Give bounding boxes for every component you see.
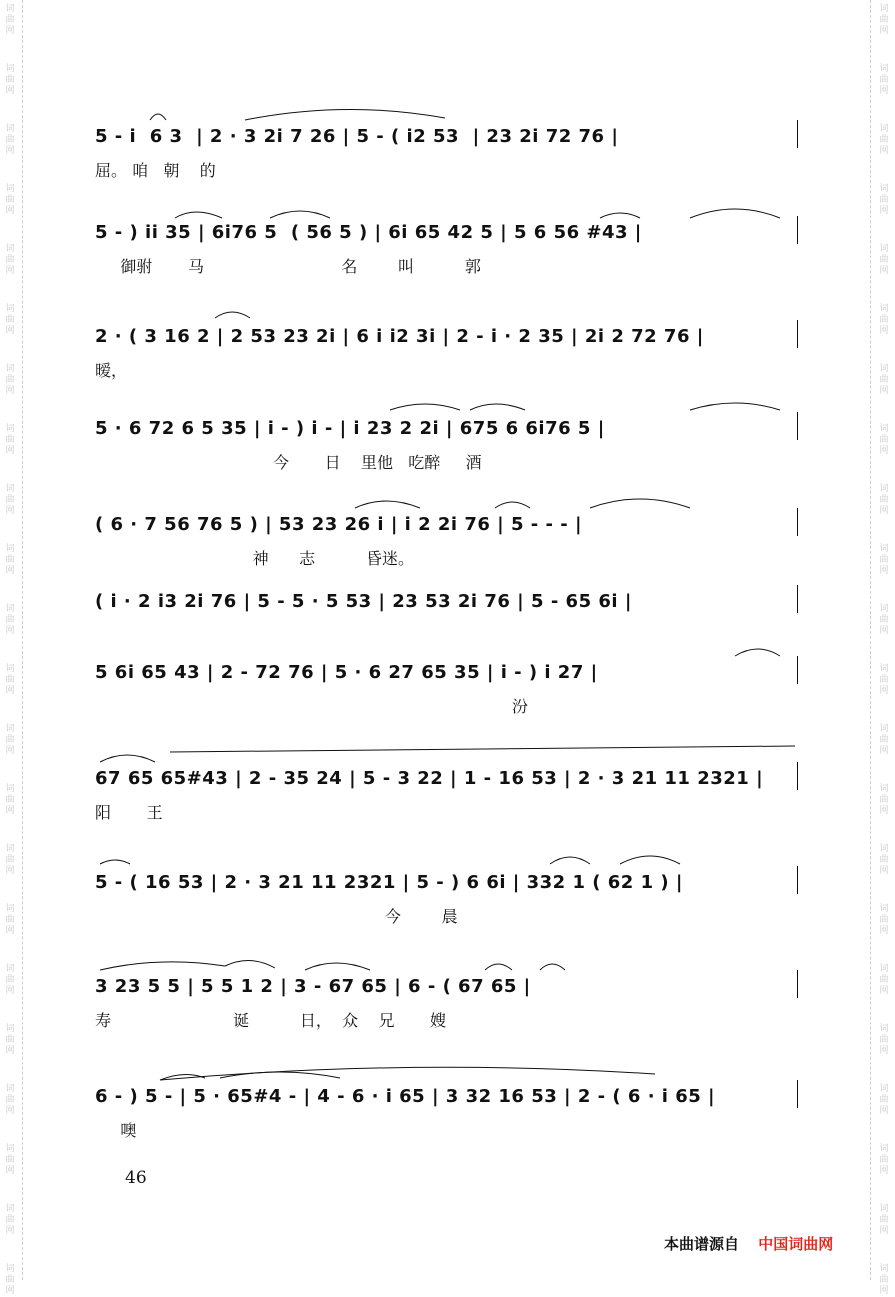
- slur-mark: [225, 960, 275, 968]
- lyric-line: 神 志 昏迷。: [95, 549, 415, 568]
- slur-mark: [470, 404, 525, 410]
- watermark-text: 词 曲 网: [5, 724, 15, 756]
- watermark-text: 词 曲 网: [879, 424, 889, 456]
- slur-mark: [735, 649, 780, 656]
- watermark-text: 词 曲 网: [879, 1024, 889, 1056]
- slur-mark: [390, 404, 460, 410]
- lyric-line: 今 晨: [95, 907, 458, 926]
- slur-mark: [600, 213, 640, 218]
- watermark-text: 词 曲 网: [879, 184, 889, 216]
- slur-mark: [100, 962, 225, 970]
- lyric-line: 阳 王: [95, 803, 163, 822]
- watermark-text: 词 曲 网: [5, 484, 15, 516]
- watermark-text: 词 曲 网: [879, 64, 889, 96]
- source-footer: [664, 1233, 833, 1254]
- notation-line: 67 65 65#43 | 2 - 35 24 | 5 - 3 22 | 1 - 16 53 | 2 · 3 21 11 2321 |: [95, 768, 764, 789]
- page-number: 46: [125, 1168, 147, 1188]
- watermark-text: 词 曲 网: [879, 544, 889, 576]
- watermark-text: 词 曲 网: [5, 304, 15, 336]
- notation-line: 3 23 5 5 | 5 5 1 2 | 3 - 67 65 | 6 - ( 67 65 |: [95, 976, 531, 997]
- watermark-text: 词 曲 网: [879, 1084, 889, 1116]
- watermark-text: 词 曲 网: [5, 1084, 15, 1116]
- watermark-text: 词 曲 网: [879, 964, 889, 996]
- watermark-text: 词 曲 网: [879, 1204, 889, 1236]
- lyric-line: 寿 诞 日， 众 兄 嫂: [95, 1011, 447, 1030]
- watermark-text: 词 曲 网: [879, 484, 889, 516]
- watermark-text: 词 曲 网: [879, 844, 889, 876]
- slur-mark: [690, 403, 780, 410]
- slur-mark: [100, 755, 155, 762]
- watermark-text: 词 曲 网: [5, 124, 15, 156]
- watermark-text: 词 曲 网: [5, 424, 15, 456]
- notation-line: ( i · 2 i3 2i 76 | 5 - 5 · 5 53 | 23 53 2i 76 | 5 - 65 6i |: [95, 591, 632, 612]
- lyric-line: 汾: [95, 697, 529, 716]
- watermark-text: 词 曲 网: [5, 544, 15, 576]
- slur-mark: [270, 211, 330, 218]
- watermark-text: 词 曲 网: [5, 244, 15, 276]
- notation-line: 2 · ( 3 16 2 | 2 53 23 2i | 6 i i2 3i | 2 - i · 2 35 | 2i 2 72 76 |: [95, 326, 704, 347]
- watermark-text: 词 曲 网: [5, 844, 15, 876]
- watermark-text: 词 曲 网: [5, 1264, 15, 1296]
- watermark-text: 词 曲 网: [879, 304, 889, 336]
- watermark-text: 词 曲 网: [5, 784, 15, 816]
- slur-mark: [160, 1067, 655, 1080]
- notation-line: 5 · 6 72 6 5 35 | i - ) i - | i 23 2 2i | 675 6 6i76 5 |: [95, 418, 605, 439]
- slur-mark: [540, 964, 565, 970]
- watermark-text: 词 曲 网: [5, 904, 15, 936]
- slur-mark: [215, 312, 250, 318]
- notation-line: 5 - ) ii 35 | 6i76 5 ( 56 5 ) | 6i 65 42 5 | 5 6 56 #43 |: [95, 222, 642, 243]
- notation-line: 5 - i 6 3 | 2 · 3 2i 7 26 | 5 - ( i2 53 | 23 2i 72 76 |: [95, 126, 619, 147]
- watermark-text: 词 曲 网: [5, 1024, 15, 1056]
- lyric-line: 屈。 咱 朝 的: [95, 161, 216, 180]
- slur-mark: [150, 114, 166, 120]
- slur-mark: [620, 856, 680, 864]
- slur-mark: [305, 963, 370, 970]
- slur-mark: [170, 746, 795, 752]
- watermark-text: 词 曲 网: [5, 964, 15, 996]
- site-name-link[interactable]: 中国词曲网: [758, 1235, 834, 1253]
- lyric-line: 暧，: [95, 361, 128, 380]
- slur-mark: [355, 501, 420, 508]
- slur-mark: [690, 209, 780, 218]
- watermark-text: 词 曲 网: [879, 1144, 889, 1176]
- slur-mark: [245, 109, 445, 120]
- slur-mark: [550, 857, 590, 864]
- watermark-text: 词 曲 网: [879, 4, 889, 36]
- lyric-line: 今 日 里他 吃醉 酒: [95, 453, 482, 472]
- slur-mark: [485, 964, 512, 970]
- watermark-text: 词 曲 网: [879, 244, 889, 276]
- watermark-text: 词 曲 网: [5, 364, 15, 396]
- lyric-line: 噢: [95, 1121, 137, 1140]
- notation-line: ( 6 · 7 56 76 5 ) | 53 23 26 i | i 2 2i 76 | 5 - - - |: [95, 514, 583, 535]
- watermark-text: 词 曲 网: [879, 604, 889, 636]
- slur-mark: [100, 860, 130, 864]
- watermark-text: 词 曲 网: [5, 1204, 15, 1236]
- watermark-text: 词 曲 网: [5, 1144, 15, 1176]
- notation-line: 5 6i 65 43 | 2 - 72 76 | 5 · 6 27 65 35 | i - ) i 27 |: [95, 662, 598, 683]
- source-label: 本曲谱源自: [664, 1235, 740, 1253]
- watermark-text: 词 曲 网: [5, 64, 15, 96]
- watermark-text: 词 曲 网: [879, 364, 889, 396]
- watermark-text: 词 曲 网: [5, 184, 15, 216]
- lyric-line: 御驸 马 名 叫 郭: [95, 257, 481, 276]
- notation-line: 5 - ( 16 53 | 2 · 3 21 11 2321 | 5 - ) 6 6i | 332 1 ( 62 1 ) |: [95, 872, 683, 893]
- watermark-text: 词 曲 网: [879, 124, 889, 156]
- watermark-text: 词 曲 网: [879, 724, 889, 756]
- watermark-text: 词 曲 网: [879, 664, 889, 696]
- watermark-text: 词 曲 网: [5, 664, 15, 696]
- slur-mark: [590, 499, 690, 508]
- watermark-text: 词 曲 网: [879, 904, 889, 936]
- notation-line: 6 - ) 5 - | 5 · 65#4 - | 4 - 6 · i 65 | 3 32 16 53 | 2 - ( 6 · i 65 |: [95, 1086, 716, 1107]
- slur-mark: [220, 1072, 340, 1078]
- watermark-text: 词 曲 网: [879, 784, 889, 816]
- slur-mark: [495, 502, 530, 508]
- watermark-text: 词 曲 网: [879, 1264, 889, 1296]
- watermark-text: 词 曲 网: [5, 604, 15, 636]
- slur-mark: [175, 212, 222, 218]
- watermark-text: 词 曲 网: [5, 4, 15, 36]
